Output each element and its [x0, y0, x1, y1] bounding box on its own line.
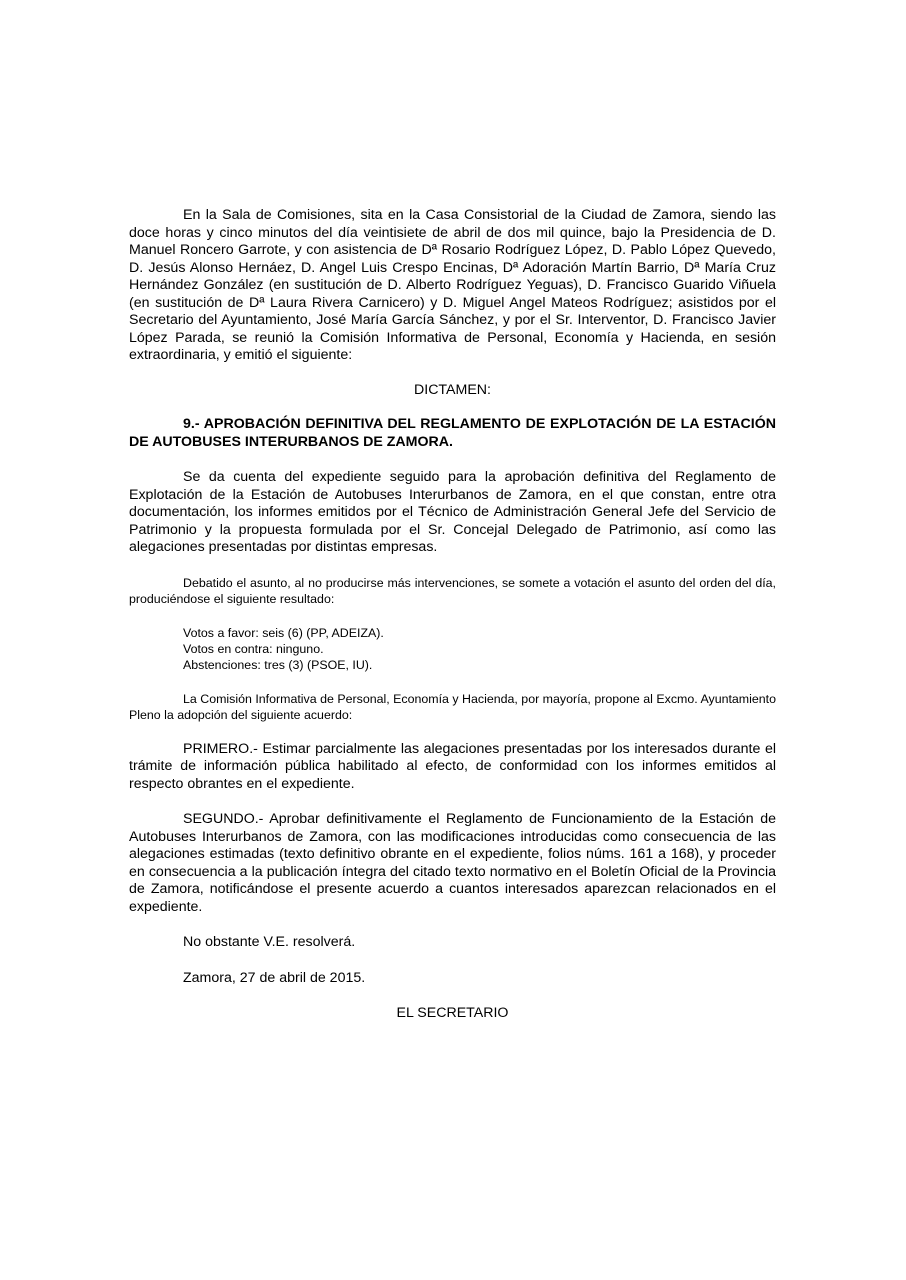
- expediente-paragraph: Se da cuenta del expediente seguido para la aprobación definitiva del Reglamento de Explotación de la Estación de Autobuses Interurbanos de Zamora, en el que constan, entre otra documentación, los informes emitidos por el Técnico de Administración General Jefe del Servicio de Patrimonio y la propuesta formulada por el Sr. Concejal Delegado de Patrimonio, así como las alegaciones presentadas por distintas empresas.: [129, 469, 776, 555]
- segundo-paragraph: SEGUNDO.- Aprobar definitivamente el Reglamento de Funcionamiento de la Estación de Autobuses Interurbanos de Zamora, con las modificaciones introducidas como consecuencia de las alegaciones estimadas (texto definitivo obrante en el expediente, folios núms. 161 a 168), y proceder en consecuencia a la publicación íntegra del citado texto normativo en el Boletín Oficial de la Provincia de Zamora, notificándose el presente acuerdo a cuantos interesados aparezcan relacionados en el expediente.: [129, 811, 776, 915]
- primero-paragraph: PRIMERO.- Estimar parcialmente las alegaciones presentadas por los interesados durante el trámite de información pública habilitado al efecto, de conformidad con los informes emitidos al respecto obrantes en el expediente.: [129, 740, 776, 792]
- document-body: [129, 207, 776, 1023]
- comision-paragraph: La Comisión Informativa de Personal, Economía y Hacienda, por mayoría, propone al Excmo. Ayuntamiento Pleno la adopción del siguiente acuerdo:: [129, 691, 776, 722]
- signature-line: EL SECRETARIO: [396, 1005, 509, 1021]
- votes-abstenciones: Abstenciones: tres (3) (PSOE, IU).: [183, 657, 373, 672]
- date-line: Zamora, 27 de abril de 2015.: [183, 969, 366, 986]
- intro-paragraph: En la Sala de Comisiones, sita en la Casa Consistorial de la Ciudad de Zamora, siendo las doce horas y cinco minutos del día veintisiete de abril de dos mil quince, bajo la Presidencia de D. Manuel Roncero Garrote, y con asistencia de Dª Rosario Rodríguez López, D. Pablo López Quevedo, D. Jesús Alonso Hernáez, D. Angel Luis Crespo Encinas, Dª Adoración Martín Barrio, Dª María Cruz Hernández González (en sustitución de D. Alberto Rodríguez Yeguas), D. Francisco Guarido Viñuela (en sustitución de Dª Laura Rivera Carnicero) y D. Miguel Angel Mateos Rodríguez; asistidos por el Secretario del Ayuntamiento, José María García Sánchez, y por el Sr. Interventor, D. Francisco Javier López Parada, se reunió la Comisión Informativa de Personal, Economía y Hacienda, en sesión extraordinaria, y emitió el siguiente:: [129, 207, 776, 363]
- item-title: 9.- APROBACIÓN DEFINITIVA DEL REGLAMENTO DE EXPLOTACIÓN DE LA ESTACIÓN DE AUTOBUSES INTERURBANOS DE ZAMORA.: [129, 416, 776, 450]
- no-obstante-line: No obstante V.E. resolverá.: [183, 934, 356, 950]
- votes-favor: Votos a favor: seis (6) (PP, ADEIZA).: [183, 625, 384, 640]
- debatido-paragraph: Debatido el asunto, al no producirse más intervenciones, se somete a votación el asunto del orden del día, produciéndose el siguiente resultado:: [129, 575, 776, 606]
- votes-contra: Votos en contra: ninguno.: [183, 641, 324, 656]
- votes-list: [129, 625, 776, 673]
- dictamen-heading: DICTAMEN:: [414, 381, 491, 398]
